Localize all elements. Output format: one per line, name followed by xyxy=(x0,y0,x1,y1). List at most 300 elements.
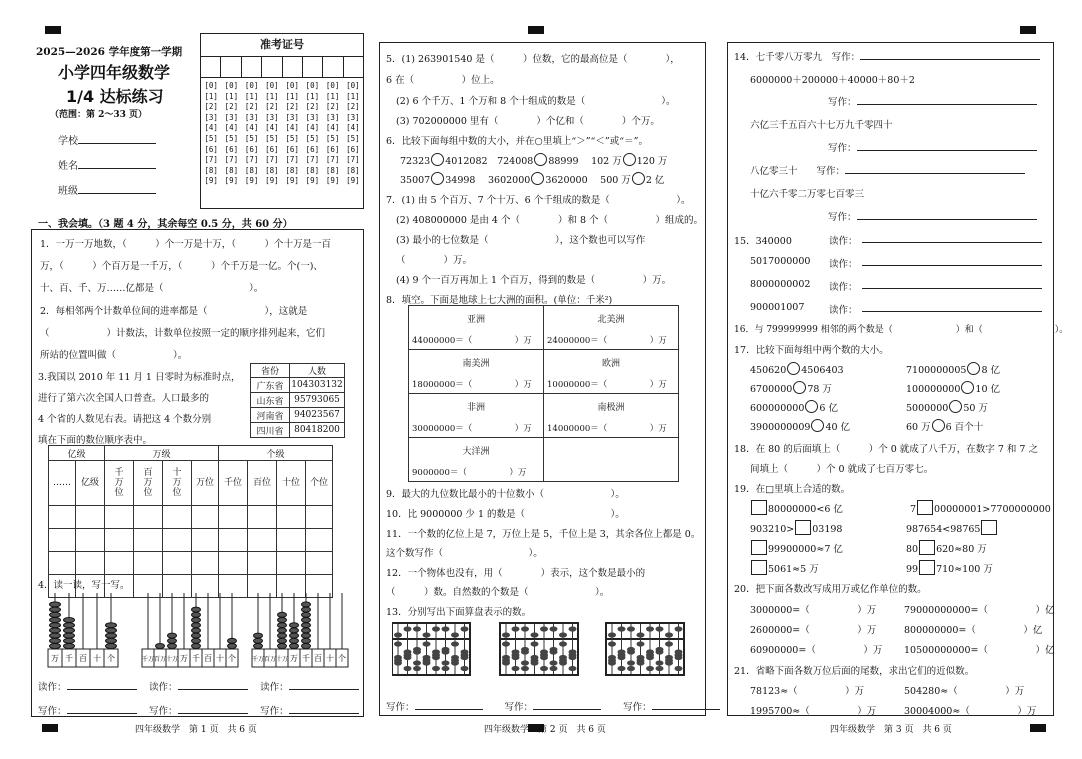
suanpan-bead xyxy=(432,626,440,631)
q2-line2: （ ）计数法，计数单位按照一定的顺序排列起来，它们 xyxy=(40,328,326,339)
suanpan-bead xyxy=(569,652,577,657)
digit-bubble[interactable]: [5] xyxy=(244,133,259,143)
q12-line1: 12．一个物体也没有，用（ ）表示，这个数是最小的 xyxy=(386,568,646,579)
abacus-bead xyxy=(50,602,61,607)
suanpan-bead xyxy=(540,666,548,671)
exam-id-grid[interactable] xyxy=(200,33,364,209)
abacus-place-label: 十 xyxy=(93,654,101,663)
exam-id-write-row[interactable] xyxy=(201,57,363,78)
digit-bubble[interactable]: [7] xyxy=(265,155,279,165)
continent-name: 南极洲 xyxy=(597,403,625,413)
q3-line1: 3.我国以 2010 年 11 月 1 日零时为标准时点， xyxy=(38,372,241,383)
continent-area: 18000000＝（ ）万 xyxy=(412,380,532,390)
suanpan-bead xyxy=(675,626,683,631)
digit-bubble[interactable]: [9] xyxy=(325,176,340,186)
q14-write[interactable]: 写作： xyxy=(828,140,1037,154)
population-table xyxy=(250,363,345,438)
group-header: 个级 xyxy=(219,446,333,461)
q20-row[interactable]: 2600000=（ ）万 800000000=（ ）亿 xyxy=(750,625,1043,636)
abacus-bead xyxy=(168,638,177,643)
abacus-bead xyxy=(168,633,177,638)
class-field[interactable]: 班级 xyxy=(58,182,156,197)
continent-area: 44000000＝（ ）万 xyxy=(412,336,532,346)
pop-cell: 四川省 xyxy=(251,423,290,438)
suanpan-bead xyxy=(461,666,469,671)
digit-bubble[interactable]: [1] xyxy=(346,91,360,101)
abacus-place-label: 千 xyxy=(302,654,310,663)
q15-row[interactable]: 8000000002 读作： xyxy=(750,279,810,290)
place-column-header: 千位 xyxy=(219,461,248,506)
digit-bubble[interactable]: [9] xyxy=(265,176,279,186)
place-column-header: 十位 xyxy=(277,461,306,506)
abacus-bead xyxy=(254,633,263,638)
registration-mark xyxy=(42,724,58,732)
digit-bubble[interactable]: [3] xyxy=(204,112,218,122)
suanpan-bead xyxy=(656,647,664,652)
digit-bubble[interactable]: [0] xyxy=(224,81,239,90)
abacus-bead xyxy=(106,623,117,628)
abacus-place-label: 个 xyxy=(228,654,236,663)
q9: 9．最大的九位数比最小的十位数小（ ）。 xyxy=(386,489,625,500)
q11-line1: 11．一个数的亿位上是 7，万位上是 5，千位上是 3，其余各位上都是 0。 xyxy=(386,529,701,540)
continent-cell[interactable] xyxy=(544,350,679,394)
abacus-bead xyxy=(50,618,61,623)
suanpan-bead xyxy=(451,658,459,663)
suanpan-bead xyxy=(637,658,645,663)
abacus-bead xyxy=(278,618,287,623)
q19-row[interactable]: 80000000<6 亿 7 00000001>7700000000 xyxy=(750,500,843,515)
abacus-bead xyxy=(50,633,61,638)
abacus-bead xyxy=(302,618,311,623)
q3-line2: 进行了第六次全国人口普查。人口最多的 xyxy=(38,393,210,404)
suanpan-bead xyxy=(531,632,539,637)
continent-cell[interactable] xyxy=(409,438,544,482)
q1-line2: 万，（ ）个百万是一千万，（ ）个千万是一亿。个(一)、 xyxy=(40,261,323,272)
digit-bubble[interactable]: [9] xyxy=(204,176,218,186)
abacus-place-label: 个 xyxy=(338,654,346,663)
abacus-bead xyxy=(192,644,201,649)
digit-bubble[interactable]: [0] xyxy=(325,81,340,90)
q11-line2: 这个数写作（ ）。 xyxy=(386,548,543,559)
abacus-bead xyxy=(192,607,201,612)
digit-bubble[interactable]: [1] xyxy=(244,91,259,101)
digit-bubble[interactable]: [1] xyxy=(325,91,340,101)
abacus-bead xyxy=(192,638,201,643)
registration-mark xyxy=(528,26,544,34)
abacus-bead xyxy=(290,633,299,638)
continent-name: 北美洲 xyxy=(597,315,625,325)
q1-line3: 十、百、千、万……亿都是（ ）。 xyxy=(40,283,264,294)
suanpan-bead xyxy=(656,660,664,665)
place-column-header: 亿级 xyxy=(76,461,105,506)
continent-area: 24000000＝（ ）万 xyxy=(547,336,667,346)
q17-row[interactable]: 450620 4506403 7100000005 8 亿 xyxy=(750,362,844,376)
suanpan-bead xyxy=(559,632,567,637)
suanpan-bead xyxy=(442,647,450,652)
q15-row[interactable]: 900001007 读作： xyxy=(750,302,804,313)
continent-name: 非洲 xyxy=(466,403,485,413)
digit-bubble[interactable]: [0] xyxy=(285,81,299,90)
digit-bubble[interactable]: [1] xyxy=(285,91,299,101)
q14-write[interactable]: 写作： xyxy=(828,94,1037,108)
q7-line3: (3) 最小的七位数是（ ），这个数也可以写作 xyxy=(396,235,646,246)
digit-bubble[interactable]: [4] xyxy=(285,123,299,133)
digit-bubble[interactable]: [0] xyxy=(265,81,279,90)
q5-line3: (2) 6 个千万、1 个万和 8 个十组成的数是（ ）。 xyxy=(396,96,676,107)
digit-bubble[interactable]: [2] xyxy=(244,102,259,112)
abacus-bead xyxy=(302,633,311,638)
digit-bubble[interactable]: [8] xyxy=(224,165,239,175)
suanpan-bead xyxy=(442,626,450,631)
digit-bubble[interactable]: [8] xyxy=(265,165,279,175)
suanpan-bead xyxy=(531,658,539,663)
q13-write-row[interactable]: 写作： 写作： 写作： xyxy=(386,699,720,713)
abacus-bead xyxy=(50,628,61,633)
digit-bubble[interactable]: [8] xyxy=(244,165,259,175)
abacus-bead xyxy=(278,612,287,617)
abacus-bead xyxy=(192,623,201,628)
digit-bubble[interactable]: [7] xyxy=(346,155,360,165)
digit-bubble[interactable]: [6] xyxy=(244,144,259,154)
digit-bubble[interactable]: [3] xyxy=(305,112,320,122)
suanpan-bead xyxy=(404,626,412,631)
abacus-bead xyxy=(254,644,263,649)
q10: 10．比 9000000 少 1 的数是（ ）。 xyxy=(386,509,625,520)
digit-bubble[interactable]: [4] xyxy=(224,123,239,133)
exam-id-column[interactable] xyxy=(242,81,262,187)
suanpan-bead xyxy=(608,632,616,637)
exam-id-column[interactable] xyxy=(262,81,282,187)
digit-bubble[interactable]: [4] xyxy=(265,123,279,133)
suanpan-bead xyxy=(423,632,431,637)
q14-title[interactable]: 14．七千零八万零九 写作： xyxy=(734,49,1040,63)
digit-bubble[interactable]: [4] xyxy=(305,123,320,133)
digit-bubble[interactable]: [8] xyxy=(204,165,218,175)
exam-id-title: 准考证号 xyxy=(201,34,363,57)
digit-bubble[interactable]: [0] xyxy=(346,81,360,90)
abacus-place-label: 个 xyxy=(107,654,115,663)
q14-item: 6000000＋200000＋40000＋80＋2 xyxy=(750,75,915,86)
suanpan-bead xyxy=(646,666,654,671)
q21-row[interactable]: 78123≈（ ）万 504280≈（ ）万 xyxy=(750,686,1025,697)
pop-cell: 104303132 xyxy=(290,378,345,393)
abacus-bead xyxy=(278,644,287,649)
suanpan-bead xyxy=(569,666,577,671)
suanpan-bead xyxy=(608,641,616,646)
digit-bubble[interactable]: [3] xyxy=(285,112,299,122)
digit-bubble[interactable]: [0] xyxy=(204,81,218,90)
abacus-place-label: 百万 xyxy=(153,656,167,663)
continent-cell[interactable] xyxy=(544,306,679,350)
q3-line4: 填在下面的数位顺序表中。 xyxy=(38,435,153,446)
abacus-place-label: 十万 xyxy=(165,656,179,663)
digit-bubble[interactable]: [9] xyxy=(244,176,259,186)
digit-bubble[interactable]: [1] xyxy=(305,91,320,101)
suanpan-bead xyxy=(502,632,510,637)
exam-id-column[interactable] xyxy=(282,81,302,187)
place-column-header: 十万位 xyxy=(163,461,192,506)
abacus-bead xyxy=(278,623,287,628)
school-field[interactable]: 学校 xyxy=(58,132,156,147)
abacus-bead xyxy=(50,623,61,628)
digit-bubble[interactable]: [7] xyxy=(285,155,299,165)
digit-bubble[interactable]: [4] xyxy=(325,123,340,133)
digit-bubble[interactable]: [2] xyxy=(224,102,239,112)
q15-row[interactable]: 15．340000 读作： xyxy=(734,233,792,247)
place-column-header: …… xyxy=(49,461,76,506)
suanpan-bead xyxy=(569,626,577,631)
suanpan-bead xyxy=(451,632,459,637)
q21-row[interactable]: 1995700≈（ ）万 30004000≈（ ）万 xyxy=(750,706,1037,717)
digit-bubble[interactable]: [9] xyxy=(346,176,360,186)
q17-row[interactable]: 3900000009 40 亿 60 万 6 百个十 xyxy=(750,419,850,433)
abacus-bead xyxy=(192,633,201,638)
q5-line2: 6 在（ ）位上。 xyxy=(386,75,500,86)
digit-bubble[interactable]: [4] xyxy=(244,123,259,133)
place-value-table[interactable] xyxy=(48,445,333,598)
digit-bubble[interactable]: [0] xyxy=(244,81,259,90)
continent-cell[interactable] xyxy=(409,306,544,350)
q20-title: 20．把下面各数改写成用万或亿作单位的数。 xyxy=(734,584,927,595)
suanpan-bead xyxy=(665,632,673,637)
digit-bubble[interactable]: [1] xyxy=(224,91,239,101)
q15-row[interactable]: 5017000000 读作： xyxy=(750,256,810,267)
continent-area: 9000000＝（ ）万 xyxy=(412,468,527,478)
digit-bubble[interactable]: [6] xyxy=(285,144,299,154)
digit-bubble[interactable]: [2] xyxy=(346,102,360,112)
digit-bubble[interactable]: [5] xyxy=(325,133,340,143)
abacus-illustrations xyxy=(42,587,352,672)
suanpan-bead xyxy=(665,641,673,646)
digit-bubble[interactable]: [9] xyxy=(305,176,320,186)
exam-id-column[interactable] xyxy=(343,81,363,187)
q14-write[interactable]: 写作： xyxy=(828,209,1037,223)
suanpan-bead xyxy=(646,626,654,631)
abacus-bead xyxy=(64,618,75,623)
digit-bubble[interactable]: [0] xyxy=(305,81,320,90)
suanpan-bead xyxy=(627,647,635,652)
digit-bubble[interactable]: [7] xyxy=(204,155,218,165)
suanpan-frame xyxy=(606,623,684,675)
q17-row[interactable]: 600000000 6 亿 5000000 50 万 xyxy=(750,400,838,414)
suanpan-bead xyxy=(637,632,645,637)
abacus-bead xyxy=(278,638,287,643)
digit-bubble[interactable]: [5] xyxy=(265,133,279,143)
q6-row1[interactable]: 72323 4012082 724008 88999 102 万 120 万 xyxy=(400,153,667,167)
q6-row2[interactable]: 35007 34998 3602000 3620000 500 万 2 亿 xyxy=(400,172,664,186)
digit-bubble[interactable]: [2] xyxy=(285,102,299,112)
digit-bubble[interactable]: [6] xyxy=(305,144,320,154)
term-label: 2025—2026 学年度第一学期 xyxy=(36,46,183,58)
digit-bubble[interactable]: [3] xyxy=(325,112,340,122)
suanpan-bead xyxy=(413,626,421,631)
digit-bubble[interactable]: [7] xyxy=(325,155,340,165)
read-row[interactable]: 读作： 读作： 读作： xyxy=(38,679,359,693)
suanpan-bead xyxy=(665,658,673,663)
page2-panel xyxy=(379,42,706,716)
q1-line1: 1．一万一万地数，（ ）个一万是十万，（ ）个十万是一百 xyxy=(40,239,332,250)
page-footer: 四年级数学 第 3 页 共 6 页 xyxy=(830,725,952,735)
continent-table[interactable] xyxy=(408,305,679,482)
digit-bubble[interactable]: [6] xyxy=(224,144,239,154)
place-column-header: 万位 xyxy=(192,461,219,506)
abacus-bead xyxy=(106,644,117,649)
digit-bubble[interactable]: [7] xyxy=(244,155,259,165)
exam-id-column[interactable] xyxy=(323,81,343,187)
place-column-header: 百万位 xyxy=(134,461,163,506)
suanpan-bead xyxy=(512,666,520,671)
digit-bubble[interactable]: [5] xyxy=(305,133,320,143)
suanpan-bead xyxy=(413,660,421,665)
digit-bubble[interactable]: [9] xyxy=(224,176,239,186)
abacus-bead xyxy=(290,638,299,643)
page-footer: 四年级数学 第 1 页 共 6 页 xyxy=(135,725,257,735)
exam-id-column[interactable] xyxy=(302,81,322,187)
abacus-place-label: 十 xyxy=(326,654,334,663)
suanpan-bead xyxy=(675,666,683,671)
registration-mark xyxy=(45,26,61,34)
suanpan-bead xyxy=(442,660,450,665)
continent-area: 10000000＝（ ）万 xyxy=(547,380,667,390)
abacus-place-label: 万 xyxy=(180,654,188,663)
suanpan-bead xyxy=(461,652,469,657)
write-row[interactable]: 写作： 写作： 写作： xyxy=(38,703,359,717)
abacus-place-label: 万 xyxy=(51,654,59,663)
pop-cell: 95793065 xyxy=(290,393,345,408)
registration-mark xyxy=(1030,724,1046,732)
q19-row[interactable]: 5061≈5 万 99 710≈100 万 xyxy=(750,560,819,575)
digit-bubble[interactable]: [3] xyxy=(224,112,239,122)
continent-cell[interactable] xyxy=(544,394,679,438)
group-header: 亿级 xyxy=(49,446,105,461)
suanpan-bead xyxy=(627,626,635,631)
digit-bubble[interactable]: [2] xyxy=(325,102,340,112)
abacus-bead xyxy=(106,628,117,633)
place-column-header: 千万位 xyxy=(105,461,134,506)
digit-bubble[interactable]: [4] xyxy=(346,123,360,133)
abacus-bead xyxy=(228,644,237,649)
suanpan-bead xyxy=(461,626,469,631)
q20-row[interactable]: 3000000=（ ）万 79000000000=（ ）亿 xyxy=(750,605,1055,616)
suanpan-bead xyxy=(550,647,558,652)
suanpan-bead xyxy=(521,647,529,652)
digit-bubble[interactable]: [6] xyxy=(204,144,218,154)
q5-line1: 5．(1) 263901540 是（ ）位数，它的最高位是（ ）， xyxy=(386,54,680,65)
place-column-header: 百位 xyxy=(248,461,277,506)
digit-bubble[interactable]: [3] xyxy=(346,112,360,122)
q5-line4: (3) 702000000 里有（ ）个亿和（ ）个万。 xyxy=(396,116,660,127)
q2-line3: 所站的位置叫做（ ）。 xyxy=(40,350,188,361)
suanpan-bead xyxy=(442,666,450,671)
abacus-bead xyxy=(168,644,177,649)
abacus-bead xyxy=(302,607,311,612)
digit-bubble[interactable]: [1] xyxy=(265,91,279,101)
digit-bubble[interactable]: [8] xyxy=(325,165,340,175)
digit-bubble[interactable]: [8] xyxy=(285,165,299,175)
abacus-bead xyxy=(302,628,311,633)
suanpan-bead xyxy=(531,641,539,646)
q7-line4: （ ）万。 xyxy=(396,255,473,266)
digit-bubble[interactable]: [2] xyxy=(265,102,279,112)
q14-item[interactable]: 八亿零三十 写作： xyxy=(750,163,1025,177)
suanpan-bead xyxy=(656,626,664,631)
q3-line3: 4 个省的人数见右表。请把这 4 个数分别 xyxy=(38,414,212,425)
digit-bubble[interactable]: [4] xyxy=(204,123,218,133)
q19-row[interactable]: 903210> 03198 987654<98765 xyxy=(750,520,842,535)
suanpan-bead xyxy=(656,666,664,671)
digit-bubble[interactable]: [8] xyxy=(346,165,360,175)
suanpan-bead xyxy=(432,652,440,657)
digit-bubble[interactable]: [5] xyxy=(224,133,239,143)
digit-bubble[interactable]: [2] xyxy=(204,102,218,112)
abacus-place-label: 百万 xyxy=(263,656,277,663)
abacus-bead xyxy=(302,612,311,617)
suanpan-bead xyxy=(413,666,421,671)
abacus-place-label: 千万 xyxy=(251,656,265,663)
abacus-bead xyxy=(302,602,311,607)
suanpan-bead xyxy=(618,652,626,657)
digit-bubble[interactable]: [5] xyxy=(204,133,218,143)
suanpan-bead xyxy=(559,658,567,663)
digit-bubble[interactable]: [6] xyxy=(346,144,360,154)
suanpan-bead xyxy=(423,641,431,646)
digit-bubble[interactable]: [1] xyxy=(204,91,218,101)
continent-cell[interactable] xyxy=(409,350,544,394)
digit-bubble[interactable]: [3] xyxy=(244,112,259,122)
pop-cell: 80418200 xyxy=(290,423,345,438)
suanpan-bead xyxy=(451,641,459,646)
suanpan-bead xyxy=(404,666,412,671)
suanpan-frame xyxy=(392,623,470,675)
suanpan-bead xyxy=(432,666,440,671)
digit-bubble[interactable]: [8] xyxy=(305,165,320,175)
exam-title: 小学四年级数学 xyxy=(58,63,171,82)
continent-name: 南美洲 xyxy=(462,359,490,369)
exam-id-column[interactable] xyxy=(221,81,241,187)
suanpan-bead xyxy=(404,652,412,657)
suanpan-bead xyxy=(618,626,626,631)
abacus-bead xyxy=(64,644,75,649)
q21-title: 21．省略下面各数万位后面的尾数，求出它们的近似数。 xyxy=(734,666,975,677)
suanpan-bead xyxy=(512,652,520,657)
digit-bubble[interactable]: [9] xyxy=(285,176,299,186)
digit-bubble[interactable]: [5] xyxy=(346,133,360,143)
abacus-bead xyxy=(50,607,61,612)
exam-id-column[interactable] xyxy=(201,81,221,187)
pop-cell: 广东省 xyxy=(251,378,290,393)
digit-bubble[interactable]: [3] xyxy=(265,112,279,122)
digit-bubble[interactable]: [6] xyxy=(325,144,340,154)
suanpan-bead xyxy=(627,660,635,665)
abacus-bead xyxy=(278,628,287,633)
q20-row[interactable]: 60900000=（ ）万 10500000000=（ ）亿 xyxy=(750,645,1055,656)
suanpan-bead xyxy=(502,658,510,663)
suanpan-bead xyxy=(608,658,616,663)
digit-bubble[interactable]: [7] xyxy=(224,155,239,165)
digit-bubble[interactable]: [6] xyxy=(265,144,279,154)
continent-cell[interactable] xyxy=(409,394,544,438)
digit-bubble[interactable]: [7] xyxy=(305,155,320,165)
abacus-place-label: 千 xyxy=(192,654,200,663)
digit-bubble[interactable]: [2] xyxy=(305,102,320,112)
name-field[interactable]: 姓名 xyxy=(58,157,156,172)
q17-row[interactable]: 6700000 78 万 100000000 10 亿 xyxy=(750,381,832,395)
suanpan-bead xyxy=(637,641,645,646)
suanpan-bead xyxy=(627,666,635,671)
digit-bubble[interactable]: [5] xyxy=(285,133,299,143)
q19-row[interactable]: 99900000≈7 亿 80 620≈80 万 xyxy=(750,540,843,555)
abacus-place-label: 百 xyxy=(314,654,322,663)
